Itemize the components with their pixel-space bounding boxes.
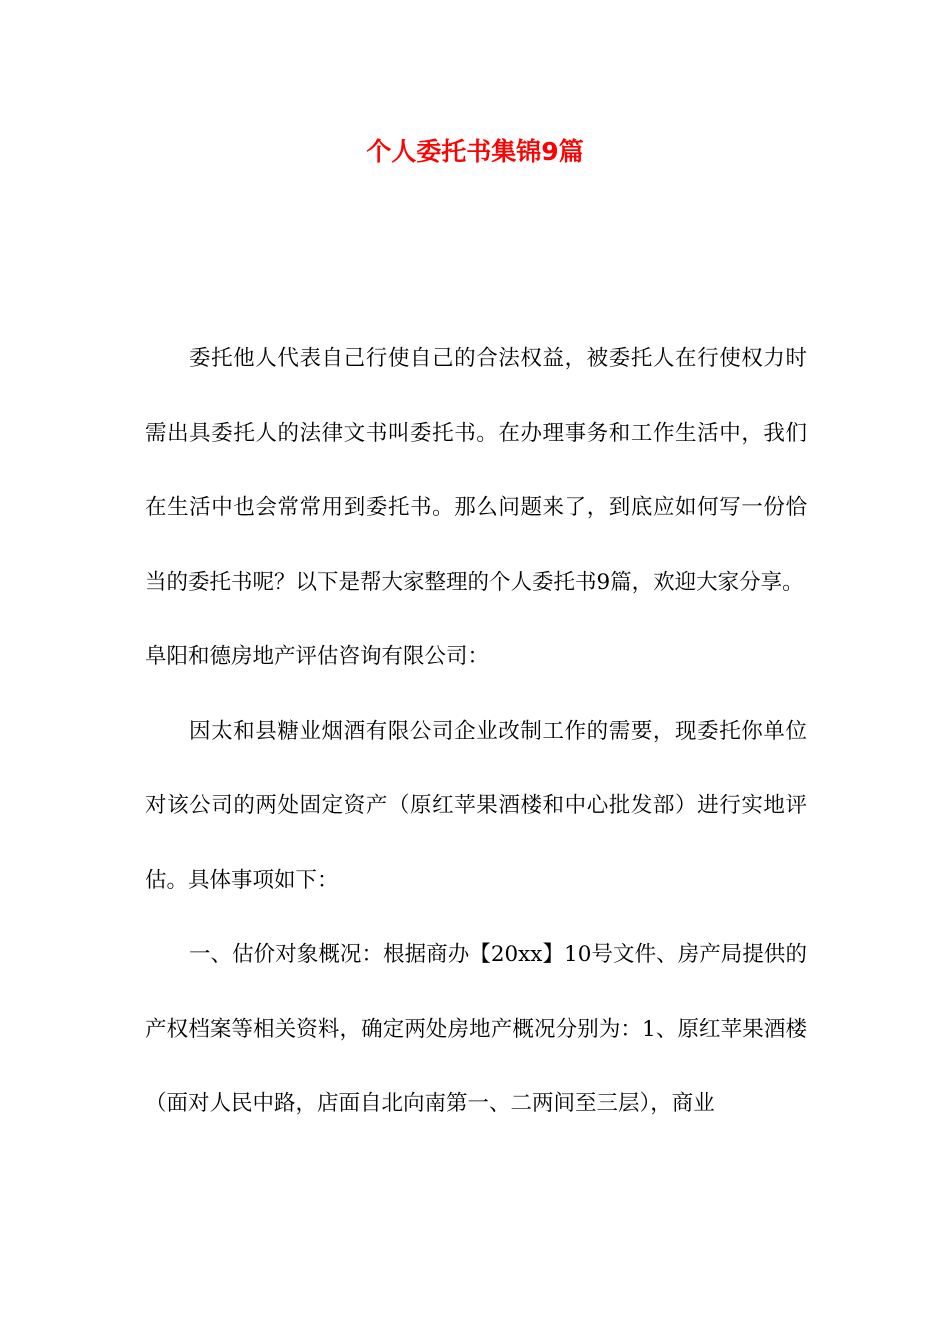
request-paragraph: 因太和县糖业烟酒有限公司企业改制工作的需要，现委托你单位对该公司的两处固定资产（原红苹果酒楼和中心批发部）进行实地评估。具体事项如下： — [145, 718, 807, 893]
addressee-line: 阜阳和德房地产评估咨询有限公司： — [145, 644, 490, 669]
document-title: 个人委托书集锦9篇 — [366, 137, 584, 166]
item-one-paragraph: 一、估价对象概况：根据商办【20xx】10号文件、房产局提供的产权档案等相关资料，确定两处房地产概况分别为：1、原红苹果酒楼（面对人民中路，店面自北向南第一、二两间至三层），商业 — [145, 942, 807, 1116]
document-body — [145, 322, 807, 1142]
intro-paragraph: 委托他人代表自己行使自己的合法权益，被委托人在行使权力时需出具委托人的法律文书叫委托书。在办理事务和工作生活中，我们在生活中也会常常用到委托书。那么问题来了，到底应如何写一份恰当的委托书呢？以下是帮大家整理的个人委托书9篇，欢迎大家分享。 — [145, 346, 807, 595]
